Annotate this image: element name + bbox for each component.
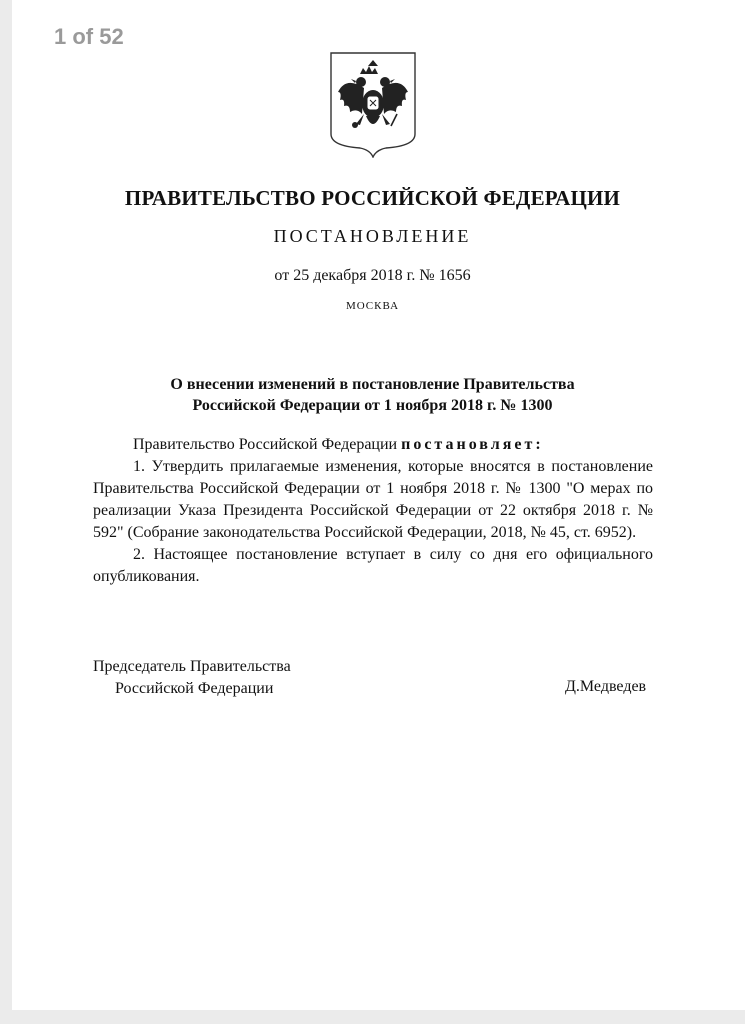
item-1-paragraph: 1. Утвердить прилагаемые изменения, которые вносятся в постановление Правительства Российской Федерации от 1 ноября 2018 г. № 1300 "О мерах по реализации Указа Президента Российской Федерации от 22 октября 2018 г. № 592" (Собрание законодательства Российской Федерации, 2018, № 45, ст. 6952). [93,458,653,541]
subject-line-1: О внесении изменений в постановление Правительства [170,376,575,393]
double-headed-eagle-emblem-icon [330,52,416,158]
government-title: ПРАВИТЕЛЬСТВО РОССИЙСКОЙ ФЕДЕРАЦИИ [124,186,621,210]
intro-decree-word: постановляет: [401,436,544,453]
signatory-position-line-1: Председатель Правительства [93,658,291,675]
intro-text: Правительство Российской Федерации [133,436,402,453]
signatory-name: Д.Медведев [565,678,647,695]
document-body [93,434,653,588]
signatory-position [93,656,291,700]
document-subject [120,374,625,416]
document-date: от 25 декабря 2018 г. № 1656 [274,267,471,284]
signatory-position-line-2: Российской Федерации [115,680,274,697]
subject-line-2: Российской Федерации от 1 ноября 2018 г. № 1300 [192,397,553,414]
document-type: ПОСТАНОВЛЕНИЕ [273,226,472,246]
document-city: МОСКВА [345,300,400,312]
page-counter: 1 of 52 [54,24,124,49]
intro-paragraph [93,434,653,456]
item-2-paragraph: 2. Настоящее постановление вступает в силу со дня его официального опубликования. [93,546,653,585]
